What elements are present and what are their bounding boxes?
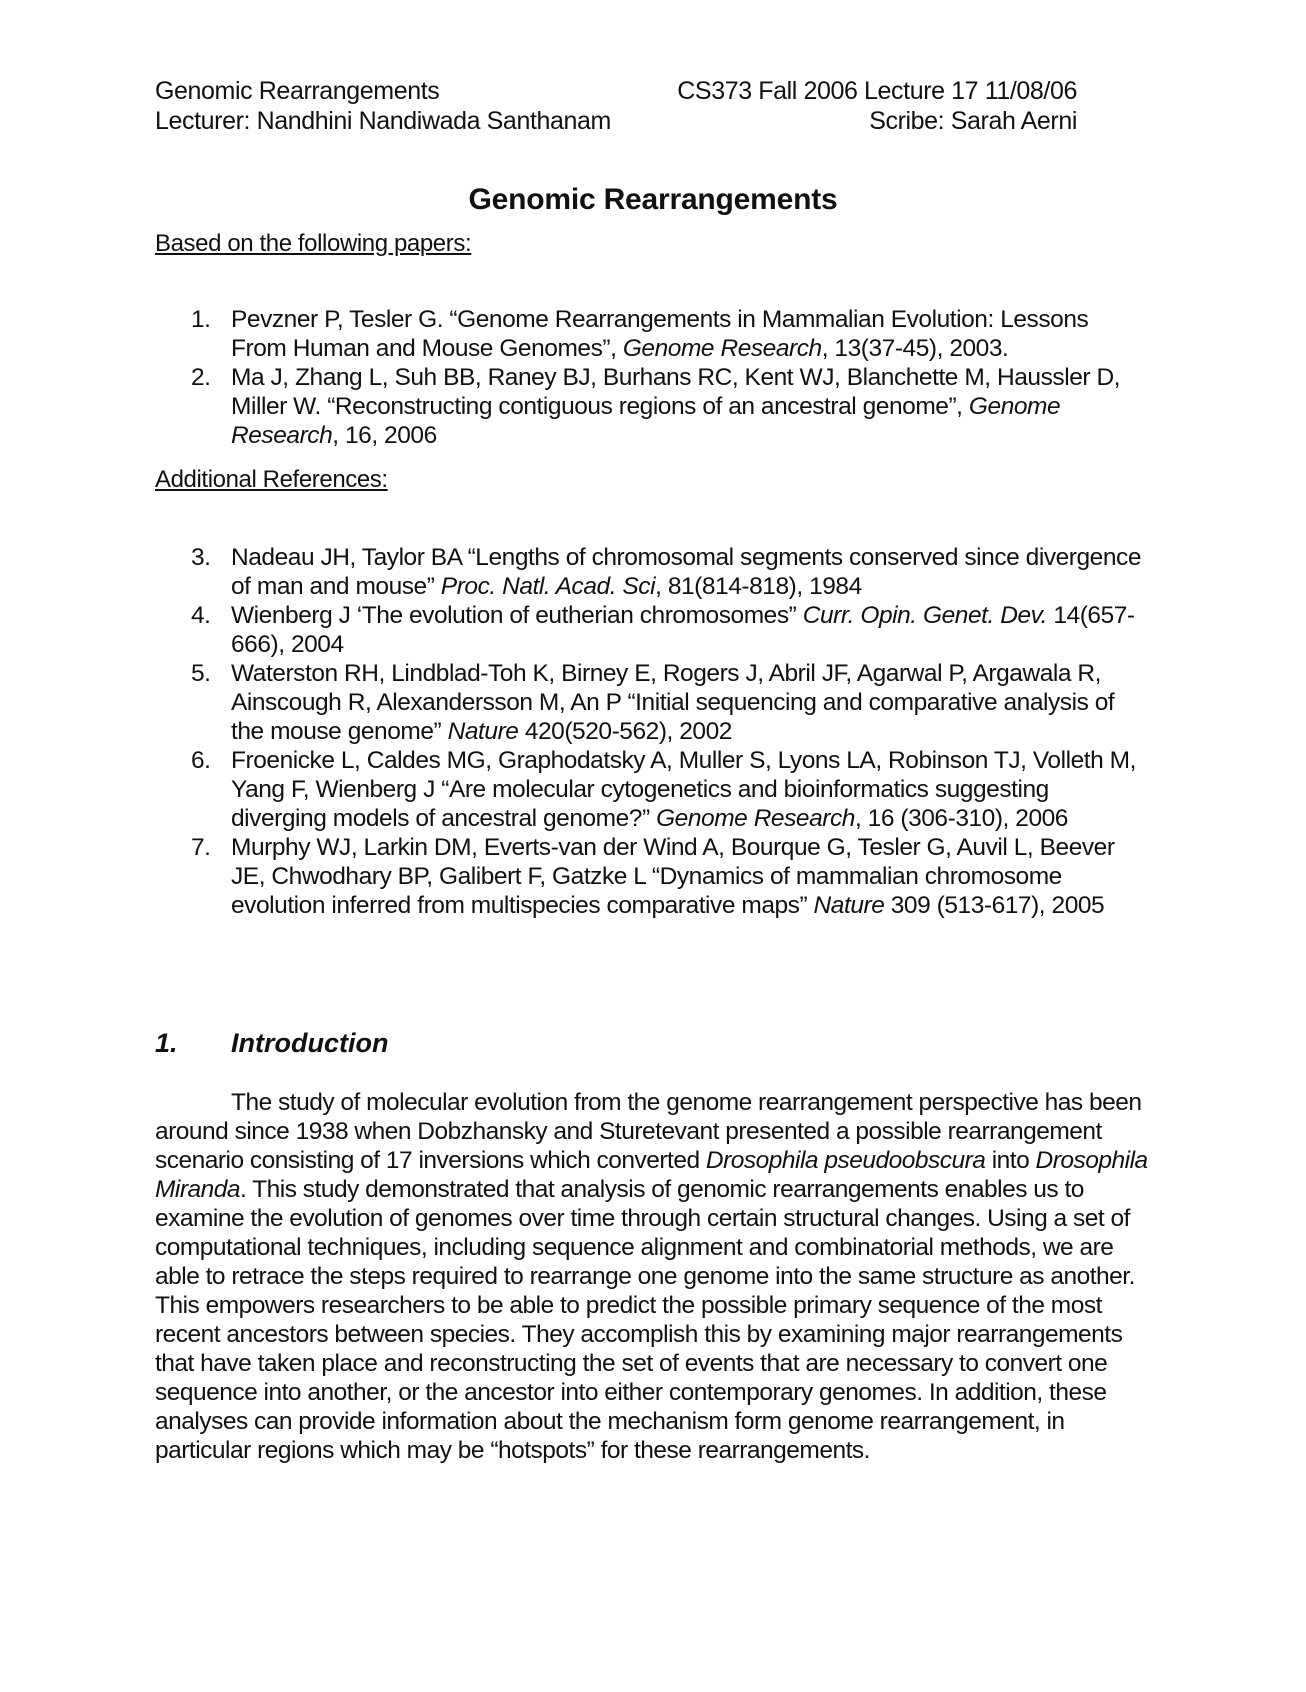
header-scribe: Scribe: Sarah Aerni <box>869 107 1077 135</box>
reference-text: Wienberg J ‘The evolution of eutherian chromosomes” <box>231 602 803 629</box>
reference-journal: Nature <box>447 718 519 745</box>
reference-number: 1. <box>191 306 211 333</box>
document-title: Genomic Rearrangements <box>468 183 838 216</box>
reference-number: 4. <box>191 602 211 629</box>
reference-text: Froenicke L, Caldes MG, Graphodatsky A, Muller S, Lyons LA, Robinson TJ, Volleth M, Yang F, Wienberg J “Are molecular cytogenetics and bioinformatics suggesting diverging models of ancestral genome?” <box>231 747 1136 832</box>
papers-list <box>155 305 1145 450</box>
header-lecturer: Lecturer: Nandhini Nandiwada Santhanam <box>155 107 611 135</box>
section-title: Introduction <box>231 1028 389 1058</box>
intro-paragraph <box>155 1088 1155 1465</box>
reference-item <box>155 833 1145 920</box>
reference-details: 309 (513-617), 2005 <box>884 892 1105 919</box>
reference-item <box>155 601 1145 659</box>
section-heading <box>155 1028 388 1059</box>
reference-item <box>155 746 1145 833</box>
species-name-2: Drosophila Miranda <box>155 1147 1148 1203</box>
reference-number: 2. <box>191 364 211 391</box>
reference-details: , 81(814-818), 1984 <box>655 573 862 600</box>
reference-journal: Genome Research <box>231 393 1061 449</box>
header-course-info: CS373 Fall 2006 Lecture 17 11/08/06 <box>677 77 1077 105</box>
reference-journal: Genome Research <box>622 335 822 362</box>
additional-list <box>155 543 1145 920</box>
reference-item <box>155 659 1145 746</box>
reference-journal: Genome Research <box>656 805 855 832</box>
species-name-1: Drosophila pseudoobscura <box>705 1147 986 1174</box>
reference-item <box>155 543 1145 601</box>
reference-journal: Proc. Natl. Acad. Sci <box>440 573 656 600</box>
reference-text: Murphy WJ, Larkin DM, Everts-van der Wind A, Bourque G, Tesler G, Auvil L, Beever JE, Chwodhary BP, Galibert F, Gatzke L “Dynamics of mammalian chromosome evolution inferred from multispecies comparative maps” <box>231 834 1115 919</box>
reference-details: , 16, 2006 <box>332 422 437 449</box>
reference-text: Pevzner P, Tesler G. “Genome Rearrangements in Mammalian Evolution: Lessons From Human and Mouse Genomes”, <box>231 306 1089 362</box>
header-row-2 <box>155 106 1077 136</box>
reference-number: 3. <box>191 544 211 571</box>
reference-item <box>155 363 1145 450</box>
reference-text: Nadeau JH, Taylor BA “Lengths of chromosomal segments conserved since divergence of man and mouse” <box>231 544 1142 600</box>
reference-details: , 13(37-45), 2003. <box>821 335 1009 362</box>
papers-label: Based on the following papers: <box>155 230 472 257</box>
header-topic: Genomic Rearrangements <box>155 77 440 105</box>
reference-number: 5. <box>191 660 211 687</box>
reference-journal: Nature <box>813 892 885 919</box>
reference-details: 420(520-562), 2002 <box>518 718 732 745</box>
reference-journal: Curr. Opin. Genet. Dev. <box>802 602 1047 629</box>
reference-details: 14(657-666), 2004 <box>231 602 1135 658</box>
intro-text-1: The study of molecular evolution from the genome rearrangement perspective has been around since 1938 when Dobzhansky and Sturetevant presented a possible rearrangement scenario consisting of 17 inversions which converted <box>155 1089 1142 1174</box>
reference-details: , 16 (306-310), 2006 <box>854 805 1068 832</box>
reference-text: Ma J, Zhang L, Suh BB, Raney BJ, Burhans RC, Kent WJ, Blanchette M, Haussler D, Miller W. “Reconstructing contiguous regions of an ancestral genome”, <box>231 364 1121 420</box>
additional-label: Additional References: <box>155 466 388 493</box>
header-row-1 <box>155 76 1077 106</box>
section-number: 1. <box>155 1028 178 1058</box>
reference-number: 6. <box>191 747 211 774</box>
intro-text-2: into <box>985 1147 1036 1174</box>
intro-text-3: . This study demonstrated that analysis of genomic rearrangements enables us to examine the evolution of genomes over time through certain structural changes. Using a set of computational techniques, including sequence alignment and combinatorial methods, we are able to retrace the steps required to rearrange one genome into the same structure as another. This empowers researchers to be able to predict the possible primary sequence of the most recent ancestors between species. They accomplish this by examining major rearrangements that have taken place and reconstructing the set of events that are necessary to convert one sequence into another, or the ancestor into either contemporary genomes. In addition, these analyses can provide information about the mechanism form genome rearrangement, in particular regions which may be “hotspots” for these rearrangements. <box>155 1176 1135 1464</box>
reference-item <box>155 305 1145 363</box>
page-header <box>155 76 1077 136</box>
reference-text: Waterston RH, Lindblad-Toh K, Birney E, Rogers J, Abril JF, Agarwal P, Argawala R, Ainscough R, Alexandersson M, An P “Initial sequencing and comparative analysis of the mouse genome” <box>231 660 1115 745</box>
reference-number: 7. <box>191 834 211 861</box>
